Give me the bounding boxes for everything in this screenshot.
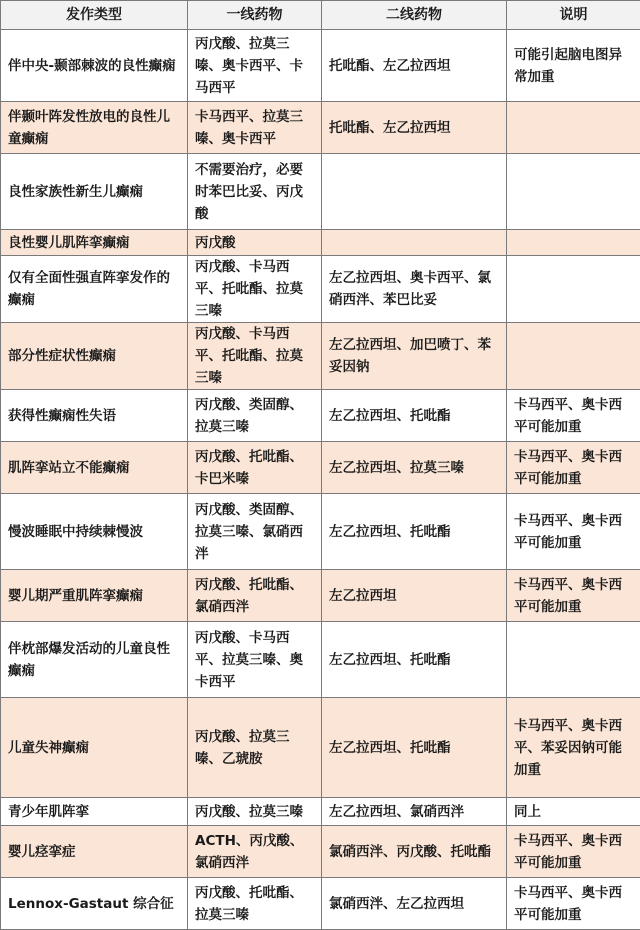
cell-seizure-type: 儿童失神癫痫 bbox=[1, 698, 188, 798]
cell-seizure-type: 伴颞叶阵发性放电的良性儿童癫痫 bbox=[1, 102, 188, 154]
cell-second-line: 左乙拉西坦、加巴喷丁、苯妥因钠 bbox=[322, 323, 507, 390]
cell-first-line: 丙戊酸、卡马西平、托吡酯、拉莫三嗪 bbox=[188, 256, 322, 323]
cell-first-line: 丙戊酸、拉莫三嗪、乙琥胺 bbox=[188, 698, 322, 798]
table-row bbox=[1, 622, 640, 698]
cell-notes: 卡马西平、奥卡西平可能加重 bbox=[507, 494, 640, 570]
cell-seizure-type: Lennox-Gastaut 综合征 bbox=[1, 878, 188, 930]
cell-first-line: 丙戊酸、类固醇、拉莫三嗪 bbox=[188, 390, 322, 442]
cell-notes bbox=[507, 154, 640, 230]
table-row bbox=[1, 102, 640, 154]
cell-first-line: 丙戊酸 bbox=[188, 230, 322, 256]
cell-second-line: 左乙拉西坦、氯硝西泮 bbox=[322, 798, 507, 826]
cell-first-line: 丙戊酸、托吡酯、氯硝西泮 bbox=[188, 570, 322, 622]
cell-second-line: 左乙拉西坦、拉莫三嗪 bbox=[322, 442, 507, 494]
table-row bbox=[1, 798, 640, 826]
cell-first-line: 丙戊酸、托吡酯、卡巴米嗪 bbox=[188, 442, 322, 494]
cell-notes bbox=[507, 256, 640, 323]
table-row bbox=[1, 230, 640, 256]
cell-seizure-type: 良性家族性新生儿癫痫 bbox=[1, 154, 188, 230]
cell-second-line: 左乙拉西坦、托吡酯 bbox=[322, 494, 507, 570]
header-second-line: 二线药物 bbox=[322, 1, 507, 30]
table-row bbox=[1, 442, 640, 494]
cell-second-line: 氯硝西泮、左乙拉西坦 bbox=[322, 878, 507, 930]
cell-first-line: 卡马西平、拉莫三嗪、奥卡西平 bbox=[188, 102, 322, 154]
cell-notes: 卡马西平、奥卡西平可能加重 bbox=[507, 442, 640, 494]
cell-seizure-type: 伴枕部爆发活动的儿童良性癫痫 bbox=[1, 622, 188, 698]
cell-first-line: 丙戊酸、拉莫三嗪、奥卡西平、卡马西平 bbox=[188, 30, 322, 102]
cell-seizure-type: 良性婴儿肌阵挛癫痫 bbox=[1, 230, 188, 256]
cell-first-line: 丙戊酸、托吡酯、拉莫三嗪 bbox=[188, 878, 322, 930]
cell-seizure-type: 伴中央-颞部棘波的良性癫痫 bbox=[1, 30, 188, 102]
cell-notes: 同上 bbox=[507, 798, 640, 826]
table-row bbox=[1, 390, 640, 442]
cell-seizure-type: 婴儿痉挛症 bbox=[1, 826, 188, 878]
cell-seizure-type: 青少年肌阵挛 bbox=[1, 798, 188, 826]
cell-notes: 卡马西平、奥卡西平、苯妥因钠可能加重 bbox=[507, 698, 640, 798]
cell-seizure-type: 慢波睡眠中持续棘慢波 bbox=[1, 494, 188, 570]
cell-second-line: 左乙拉西坦、托吡酯 bbox=[322, 390, 507, 442]
cell-first-line: 丙戊酸、拉莫三嗪 bbox=[188, 798, 322, 826]
cell-seizure-type: 肌阵挛站立不能癫痫 bbox=[1, 442, 188, 494]
cell-notes: 卡马西平、奥卡西平可能加重 bbox=[507, 878, 640, 930]
cell-notes: 卡马西平、奥卡西平可能加重 bbox=[507, 826, 640, 878]
header-notes: 说明 bbox=[507, 1, 640, 30]
table-row bbox=[1, 494, 640, 570]
cell-second-line: 左乙拉西坦 bbox=[322, 570, 507, 622]
cell-notes bbox=[507, 622, 640, 698]
table-row bbox=[1, 30, 640, 102]
cell-second-line: 左乙拉西坦、奥卡西平、氯硝西泮、苯巴比妥 bbox=[322, 256, 507, 323]
cell-first-line: ACTH、丙戊酸、氯硝西泮 bbox=[188, 826, 322, 878]
header-seizure-type: 发作类型 bbox=[1, 1, 188, 30]
cell-notes: 可能引起脑电图异常加重 bbox=[507, 30, 640, 102]
cell-notes bbox=[507, 230, 640, 256]
cell-first-line: 丙戊酸、卡马西平、拉莫三嗪、奥卡西平 bbox=[188, 622, 322, 698]
cell-seizure-type: 仅有全面性强直阵挛发作的癫痫 bbox=[1, 256, 188, 323]
cell-first-line: 丙戊酸、卡马西平、托吡酯、拉莫三嗪 bbox=[188, 323, 322, 390]
cell-notes: 卡马西平、奥卡西平可能加重 bbox=[507, 390, 640, 442]
header-row bbox=[1, 1, 640, 30]
cell-second-line: 左乙拉西坦、托吡酯 bbox=[322, 698, 507, 798]
cell-second-line: 托吡酯、左乙拉西坦 bbox=[322, 30, 507, 102]
cell-notes: 卡马西平、奥卡西平可能加重 bbox=[507, 570, 640, 622]
cell-notes bbox=[507, 323, 640, 390]
table-row bbox=[1, 323, 640, 390]
cell-seizure-type: 获得性癫痫性失语 bbox=[1, 390, 188, 442]
cell-seizure-type: 部分性症状性癫痫 bbox=[1, 323, 188, 390]
table-row bbox=[1, 154, 640, 230]
table-row bbox=[1, 878, 640, 930]
table-row bbox=[1, 256, 640, 323]
cell-second-line: 托吡酯、左乙拉西坦 bbox=[322, 102, 507, 154]
cell-second-line: 氯硝西泮、丙戊酸、托吡酯 bbox=[322, 826, 507, 878]
header-first-line: 一线药物 bbox=[188, 1, 322, 30]
cell-second-line bbox=[322, 230, 507, 256]
table-row bbox=[1, 826, 640, 878]
cell-first-line: 丙戊酸、类固醇、拉莫三嗪、氯硝西泮 bbox=[188, 494, 322, 570]
table-row bbox=[1, 698, 640, 798]
cell-second-line bbox=[322, 154, 507, 230]
cell-second-line: 左乙拉西坦、托吡酯 bbox=[322, 622, 507, 698]
cell-seizure-type: 婴儿期严重肌阵挛癫痫 bbox=[1, 570, 188, 622]
cell-notes bbox=[507, 102, 640, 154]
table-row bbox=[1, 570, 640, 622]
cell-first-line: 不需要治疗，必要时苯巴比妥、丙戊酸 bbox=[188, 154, 322, 230]
